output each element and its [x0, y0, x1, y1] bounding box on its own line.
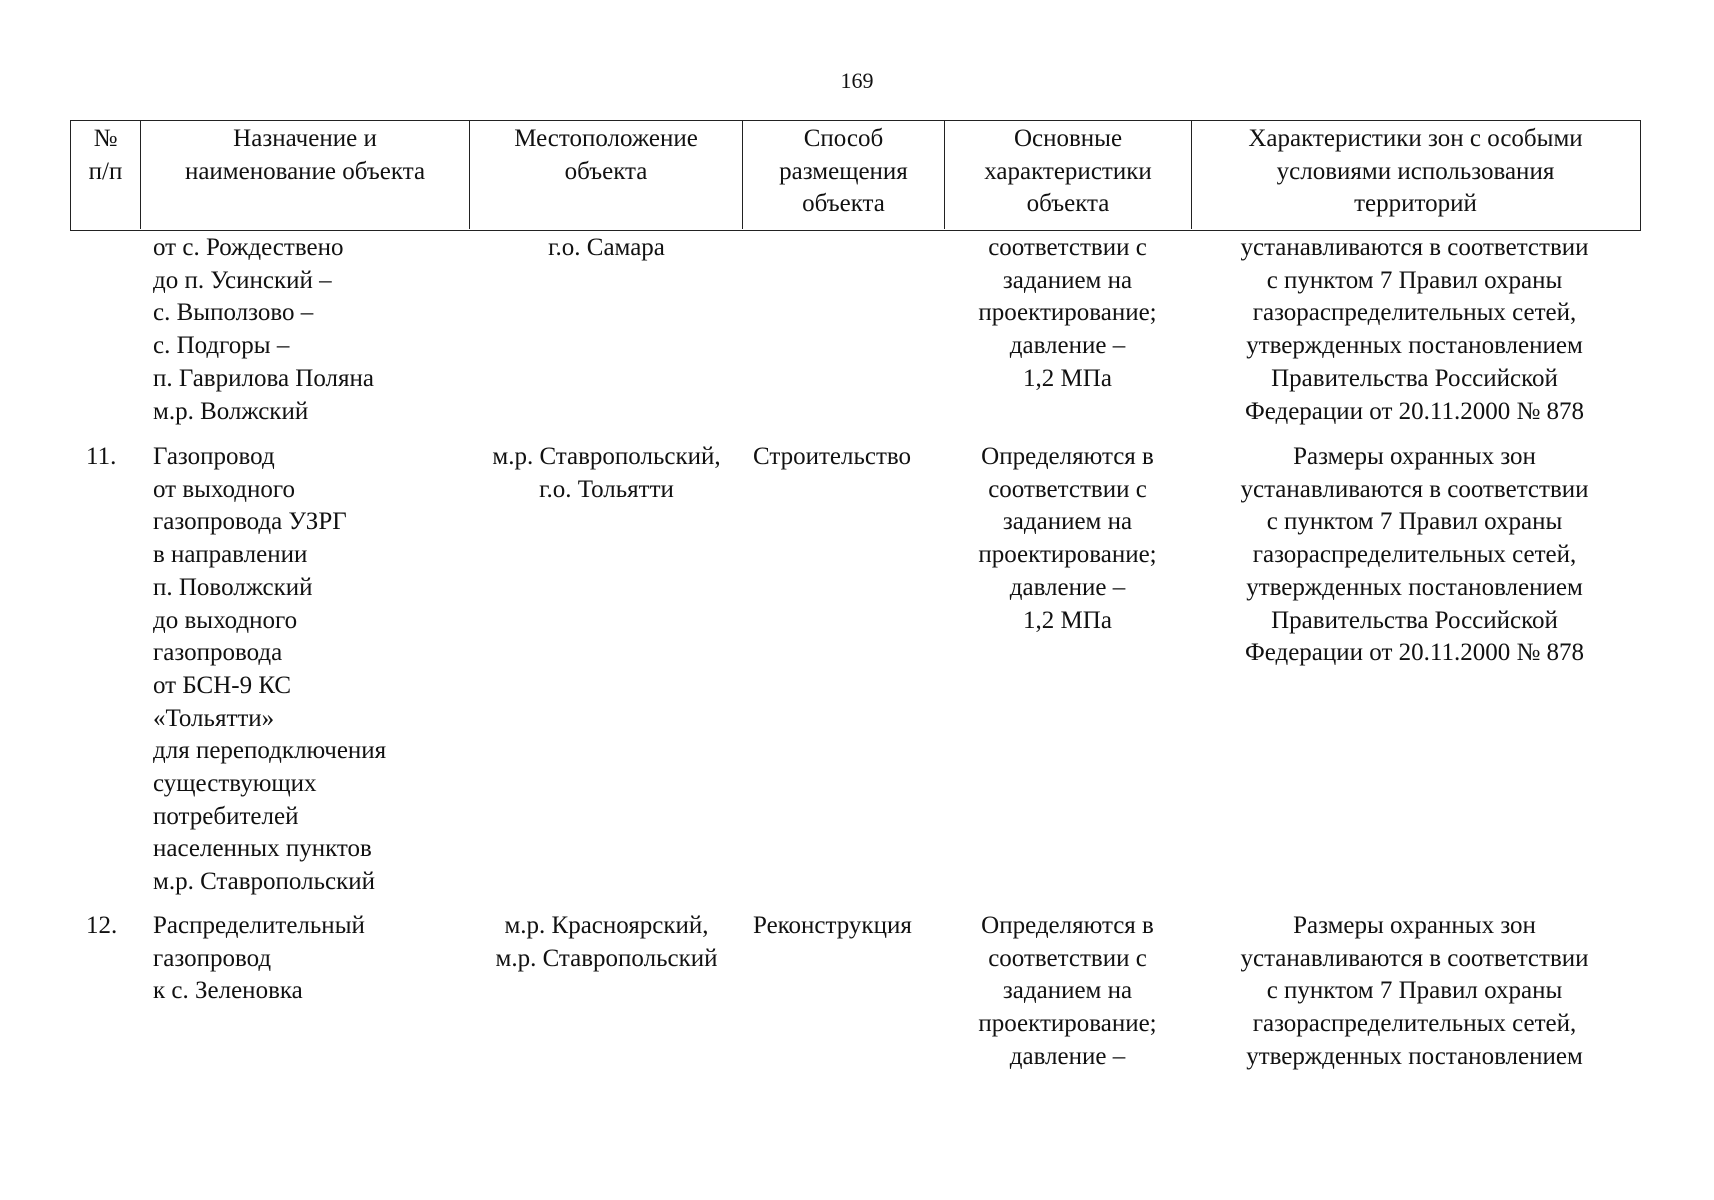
cell-method: Строительство: [753, 443, 912, 470]
header-col-name: Назначение и наименование объекта: [141, 121, 470, 229]
cell-characteristics: соответствии с заданием на проектирование; давление – 1,2 МПа: [978, 234, 1157, 392]
cell-location: м.р. Красноярский, м.р. Ставропольский: [495, 912, 718, 972]
table-header: [70, 120, 1641, 231]
cell-method: Реконструкция: [753, 912, 912, 939]
cell-name: Распределительный газопровод к с. Зеленовка: [153, 912, 365, 1005]
cell-name: от с. Рождествено до п. Усинский – с. Выползово – с. Подгоры – п. Гаврилова Поляна м.р. Волжский: [153, 234, 374, 425]
cell-characteristics: Определяются в соответствии с заданием на проектирование; давление – 1,2 МПа: [978, 443, 1157, 634]
header-col-characteristics: Основные характеристики объекта: [945, 121, 1192, 229]
header-col-zones: Характеристики зон с особыми условиями использования территорий: [1248, 125, 1583, 217]
cell-number: 12.: [86, 912, 118, 939]
cell-location: г.о. Самара: [548, 234, 665, 261]
cell-zones: устанавливаются в соответствии с пунктом 7 Правил охраны газораспределительных сетей, утвержденных постановлением Правительства Российской Федерации от 20.11.2000 № 878: [1240, 234, 1589, 425]
cell-zones: Размеры охранных зон устанавливаются в соответствии с пунктом 7 Правил охраны газораспределительных сетей, утвержденных постановлением Правительства Российской Федерации от 20.11.2000 № 878: [1240, 443, 1589, 667]
header-col-number: № п/п: [71, 121, 141, 229]
header-col-method: Способ размещения объекта: [743, 121, 945, 229]
cell-number: 11.: [86, 443, 117, 470]
cell-location: м.р. Ставропольский, г.о. Тольятти: [492, 443, 721, 503]
cell-zones: Размеры охранных зон устанавливаются в соответствии с пунктом 7 Правил охраны газораспределительных сетей, утвержденных постановлением: [1240, 912, 1589, 1070]
page-number: 169: [840, 68, 874, 93]
header-col-location: Местоположение объекта: [470, 121, 743, 229]
cell-characteristics: Определяются в соответствии с заданием на проектирование; давление –: [978, 912, 1157, 1070]
cell-name: Газопровод от выходного газопровода УЗРГ в направлении п. Поволжский до выходного газопровода от БСН-9 КС «Тольятти» для переподключения существующих потребителей населенных пунктов м.р. Ставропольский: [153, 443, 387, 896]
